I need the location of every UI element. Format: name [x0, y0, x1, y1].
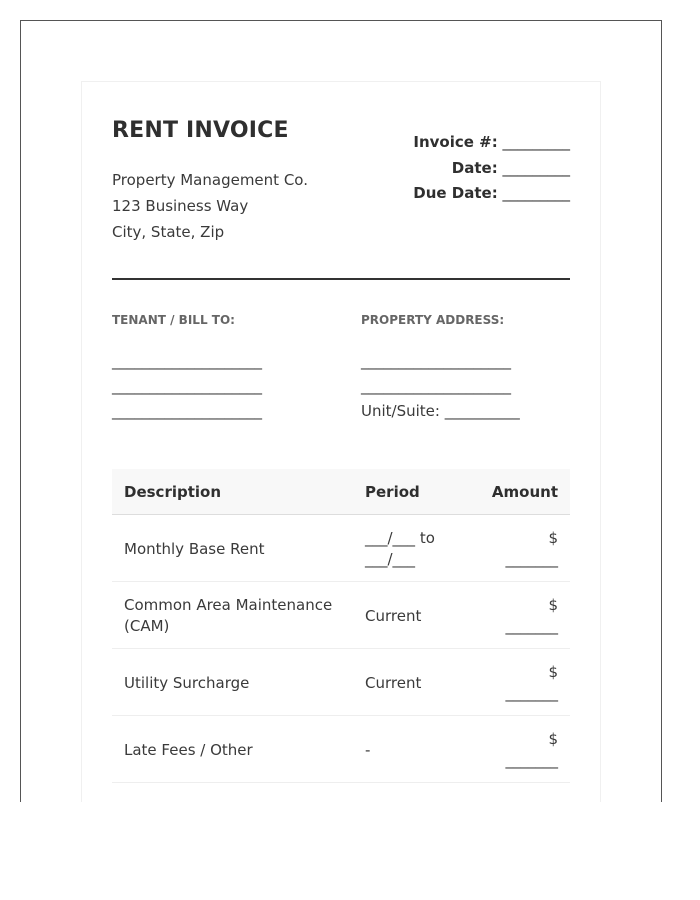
charges-table: [112, 469, 570, 783]
row-description: Common Area Maintenance (CAM): [124, 596, 333, 635]
row-description: Monthly Base Rent: [124, 540, 265, 558]
row-amount[interactable]: [506, 528, 559, 570]
date-blank[interactable]: _________: [502, 159, 570, 177]
property-line-2[interactable]: ____________________: [361, 377, 511, 395]
company-city: City, State, Zip: [112, 223, 225, 241]
amount-blank[interactable]: _______: [505, 617, 558, 635]
invoice-number-field[interactable]: [413, 133, 570, 151]
table-header: [112, 469, 570, 515]
row-amount[interactable]: [506, 662, 559, 704]
due-date-blank[interactable]: _________: [502, 184, 570, 202]
due-date-label: Due Date:: [413, 184, 498, 202]
invoice-number-blank[interactable]: _________: [502, 133, 570, 151]
property-section-label: PROPERTY ADDRESS:: [361, 313, 505, 327]
invoice-title: RENT INVOICE: [112, 118, 289, 143]
property-line-1[interactable]: ____________________: [361, 352, 511, 370]
table-row: [112, 582, 570, 649]
company-address: 123 Business Way: [112, 197, 249, 215]
amount-blank[interactable]: _______: [505, 684, 558, 702]
amount-currency: $: [548, 663, 558, 681]
amount-header: Amount: [491, 483, 558, 501]
row-description: Utility Surcharge: [124, 674, 250, 692]
row-amount[interactable]: [506, 595, 559, 637]
date-label: Date:: [451, 159, 498, 177]
row-period: -: [365, 741, 371, 759]
unit-suite-field[interactable]: Unit/Suite: __________: [361, 402, 520, 420]
row-period: Current: [365, 674, 422, 692]
amount-blank[interactable]: _______: [505, 751, 558, 769]
description-header: Description: [124, 483, 222, 501]
row-period: Current: [365, 607, 422, 625]
amount-currency: $: [548, 596, 558, 614]
due-date-field[interactable]: [413, 184, 570, 202]
tenant-line-2[interactable]: ____________________: [112, 377, 262, 395]
row-amount[interactable]: [506, 729, 559, 771]
header-divider: [112, 278, 570, 280]
table-row: [112, 649, 570, 716]
table-row: [112, 515, 570, 582]
tenant-line-1[interactable]: ____________________: [112, 352, 262, 370]
tenant-line-3[interactable]: ____________________: [112, 402, 262, 420]
table-row: [112, 716, 570, 783]
amount-currency: $: [548, 529, 558, 547]
period-header: Period: [365, 483, 420, 501]
amount-blank[interactable]: _______: [505, 550, 558, 568]
row-description: Late Fees / Other: [124, 741, 253, 759]
amount-currency: $: [548, 730, 558, 748]
invoice-number-label: Invoice #:: [413, 133, 498, 151]
date-field[interactable]: [452, 159, 570, 177]
tenant-section-label: TENANT / BILL TO:: [112, 313, 235, 327]
company-name: Property Management Co.: [112, 171, 308, 189]
row-period[interactable]: ___/___ to ___/___: [365, 529, 435, 568]
